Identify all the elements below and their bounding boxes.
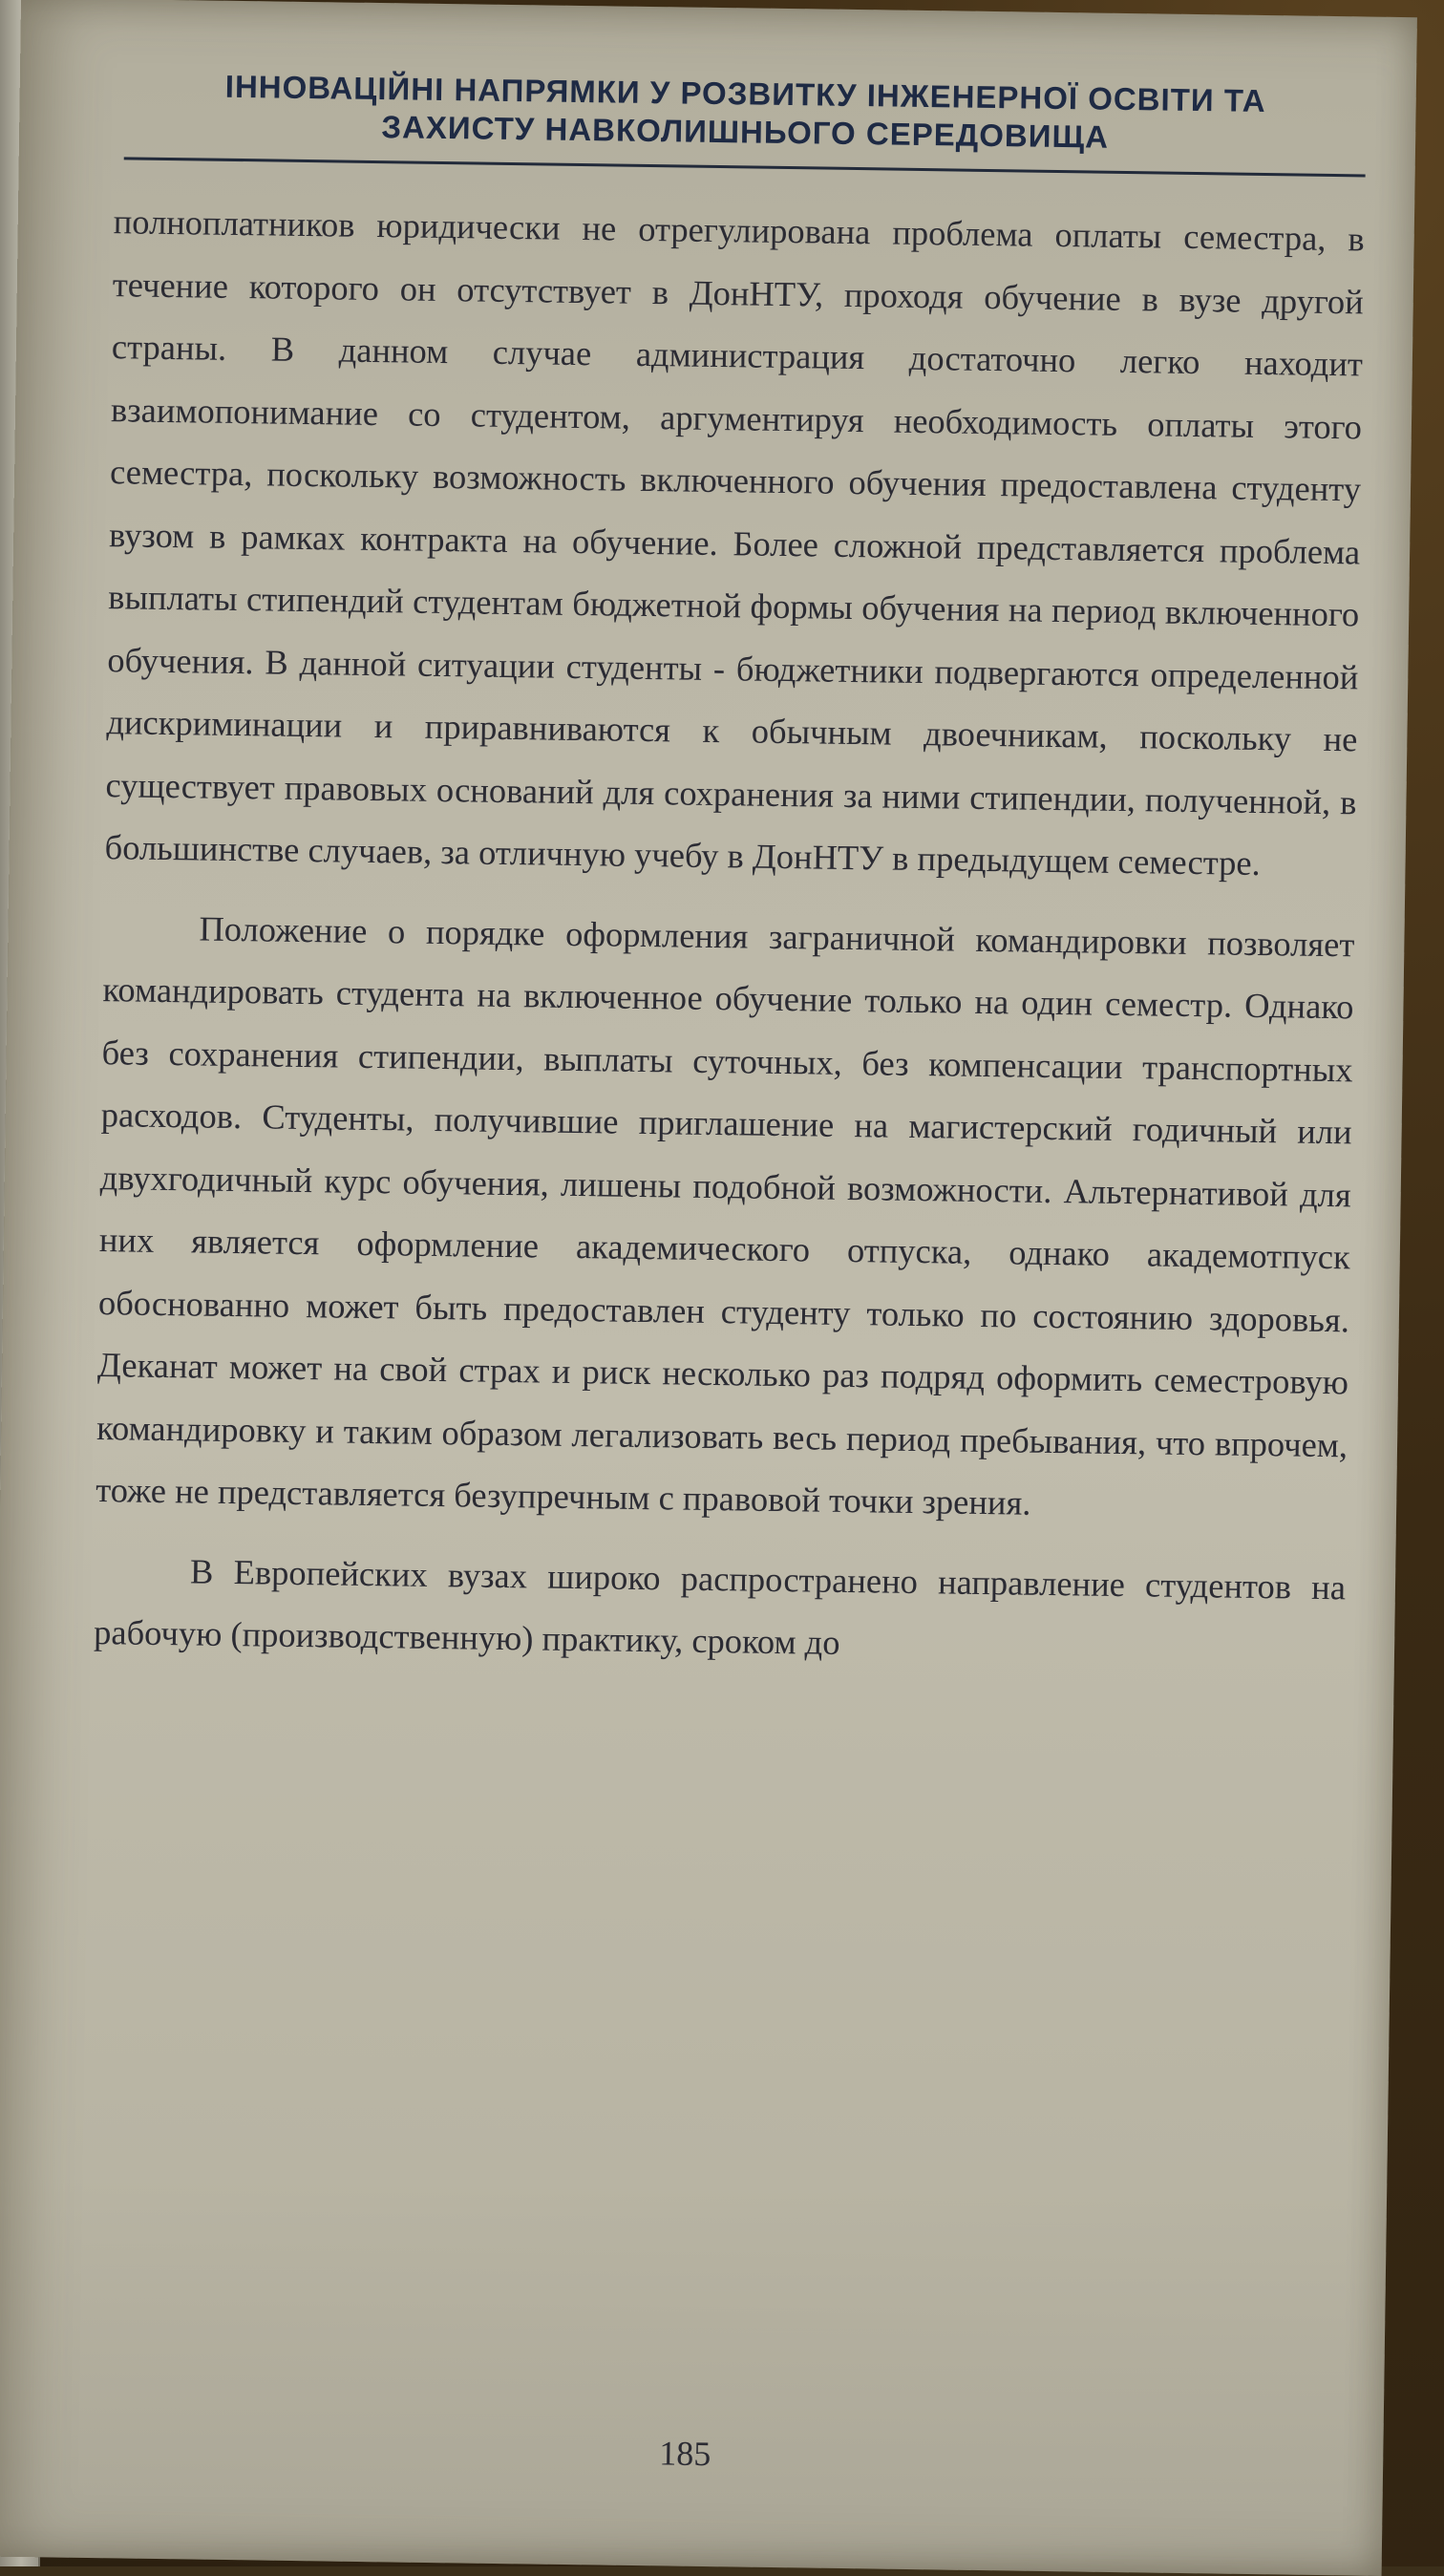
page-body xyxy=(94,190,1365,1681)
running-header-line-2: ЗАХИСТУ НАВКОЛИШНЬОГО СЕРЕДОВИЩА xyxy=(381,109,1110,155)
paragraph: В Европейских вузах широко распространено направление студентов на рабочую (производственную) практику, сроком до xyxy=(93,1550,1347,1662)
paragraph: Положение о порядке оформления заграничной командировки позволяет командировать студента на включенное обучение только на один семестр. Однако без сохранения стипендии, выплаты суточных, без компенсации транспортных расходов. Студенты, получившие приглашение на магистерский годичный или двухгодичный курс обучения, лишены подобной возможности. Альтернативой для них является оформление академического отпуска, однако академотпуск обоснованно может быть предоставлен студенту только по состоянию здоровья. Деканат может на свой страх и риск несколько раз подряд оформить семестровую командировку и таким образом легализовать весь период пребывания, что впрочем, тоже не представляется безупречным с правовой точки зрения. xyxy=(95,907,1355,1522)
header-rule xyxy=(124,157,1366,177)
paragraph-continued: полноплатников юридически не отрегулирована проблема оплаты семестра, в течение которого он отсутствует в ДонНТУ, проходя обучение в вузе другой страны. В данном случае администрация достаточно легко находит взаимопонимание со студентом, аргументируя необходимость оплаты этого семестра, поскольку возможность включенного обучения предоставлена студенту вузом в рамках контракта на обучение. Более сложной представляется проблема выплаты стипендий студентам бюджетной формы обучения на период включенного обучения. В данной ситуации студенты - бюджетники подвергаются определенной дискриминации и приравниваются к обычным двоечникам, поскольку не существует правовых оснований для сохранения за ними стипендии, полученной, в большинстве случаев, за отличную учебу в ДонНТУ в предыдущем семестре. xyxy=(104,202,1365,883)
running-header-line-1: ІННОВАЦІЙНІ НАПРЯМКИ У РОЗВИТКУ ІНЖЕНЕРНОЇ ОСВІТИ ТА xyxy=(224,68,1266,119)
page-number: 185 xyxy=(658,2434,711,2474)
running-header xyxy=(172,67,1319,160)
